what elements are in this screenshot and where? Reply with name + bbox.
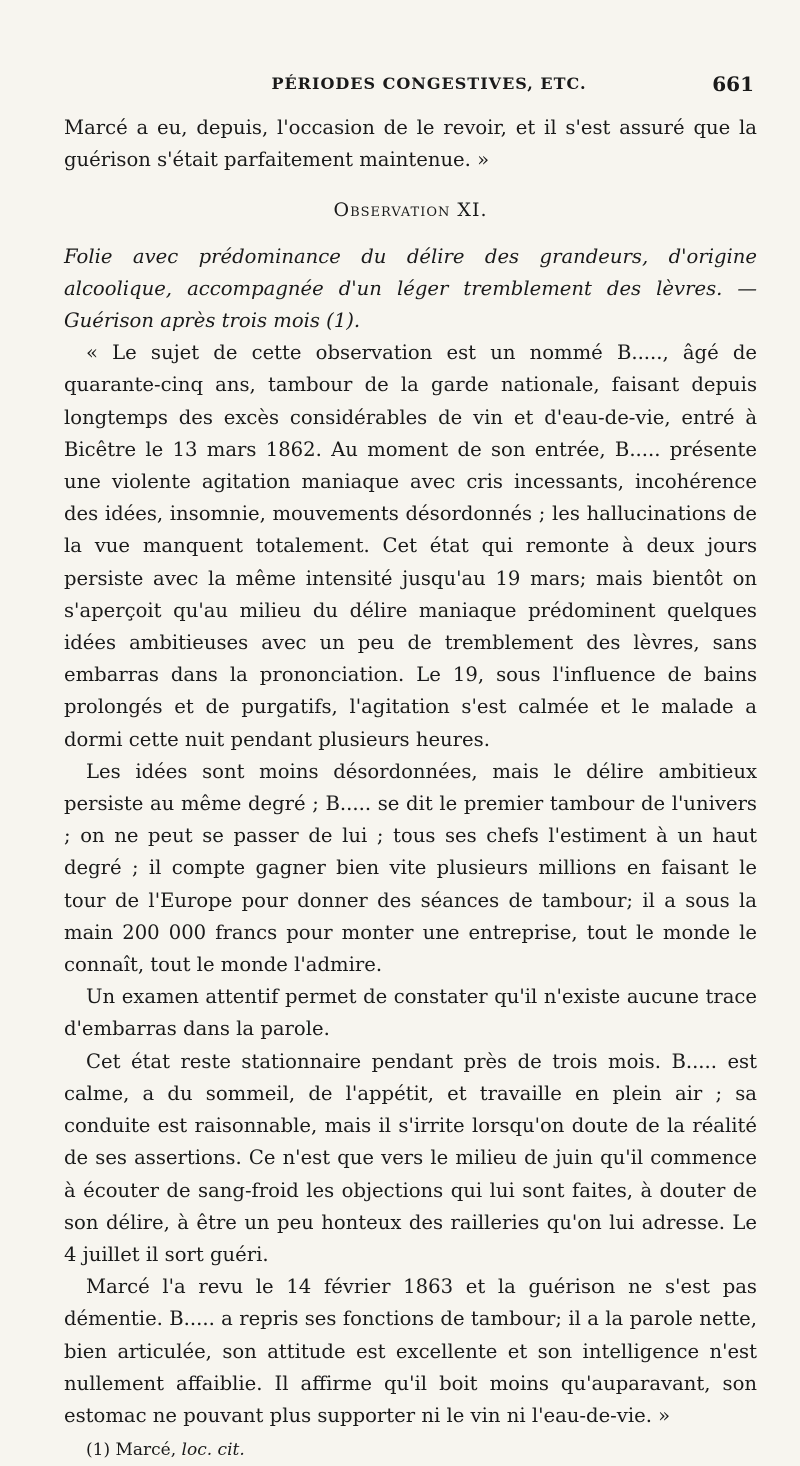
page-number: 661 bbox=[712, 72, 754, 96]
paragraph: Les idées sont moins désordonnées, mais le délire ambitieux persiste au même degré ; B..... se dit le premier tambour de l'univers ; on ne peut se passer de lui ; tous ses chefs l'estiment à un haut degré ; il compte gagner bien vite plusieurs millions en faisant le tour de l'Europe pour donner des séances de tambour; il a sous la main 200 000 francs pour monter une entreprise, tout le monde le connaît, tout le monde l'admire. bbox=[64, 759, 757, 977]
running-head bbox=[64, 70, 754, 100]
footnote-reference: loc. cit. bbox=[181, 1440, 245, 1461]
running-title: PÉRIODES CONGESTIVES, ETC. bbox=[271, 74, 587, 93]
paragraph: Un examen attentif permet de constater qu'il n'existe aucune trace d'embarras dans la parole. bbox=[64, 985, 757, 1041]
footnote bbox=[64, 1434, 757, 1466]
observation-subtitle: Folie avec prédominance du délire des grandeurs, d'origine alcoolique, accompagnée d'un léger tremblement des lèvres. — Guérison après trois mois (1). bbox=[64, 244, 757, 333]
body-text bbox=[64, 112, 757, 1466]
paragraph: Marcé l'a revu le 14 février 1863 et la guérison ne s'est pas démentie. B..... a repris ses fonctions de tambour; il a la parole nette, bien articulée, son attitude est excellente et son intelligence n'est nullement affaiblie. Il affirme qu'il boit moins qu'auparavant, son estomac ne pouvant plus supporter ni le vin ni l'eau-de-vie. » bbox=[64, 1275, 757, 1427]
paragraph: « Le sujet de cette observation est un nommé B....., âgé de quarante-cinq ans, tambour de la garde nationale, faisant depuis longtemps des excès considérables de vin et d'eau-de-vie, entré à Bicêtre le 13 mars 1862. Au moment de son entrée, B..... présente une violente agitation maniaque avec cris incessants, incohérence des idées, insomnie, mouvements désordonnés ; les hallucinations de la vue manquent totalement. Cet état qui remonte à deux jours persiste avec la même intensité jusqu'au 19 mars; mais bientôt on s'aperçoit qu'au milieu du délire maniaque prédominent quelques idées ambitieuses avec un peu de tremblement des lèvres, sans embarras dans la prononciation. Le 19, sous l'influence de bains prolongés et de purgatifs, l'agitation s'est calmée et le malade a dormi cette nuit pendant plusieurs heures. bbox=[64, 341, 757, 751]
opening-paragraph: Marcé a eu, depuis, l'occasion de le revoir, et il s'est assuré que la guérison s'était parfaitement maintenue. » bbox=[64, 116, 757, 172]
observation-heading bbox=[64, 194, 757, 226]
observation-heading-text: Observation XI. bbox=[333, 199, 488, 222]
footnote-marker: (1) Marcé, bbox=[86, 1440, 177, 1461]
paragraph: Cet état reste stationnaire pendant près de trois mois. B..... est calme, a du sommeil, de l'appétit, et travaille en plein air ; sa conduite est raisonnable, mais il s'irrite lorsqu'on doute de la réalité de ses assertions. Ce n'est que vers le milieu de juin qu'il commence à écouter de sang-froid les objections qui lui sont faites, à douter de son délire, à être un peu honteux des railleries qu'on lui adresse. Le 4 juillet il sort guéri. bbox=[64, 1049, 757, 1266]
